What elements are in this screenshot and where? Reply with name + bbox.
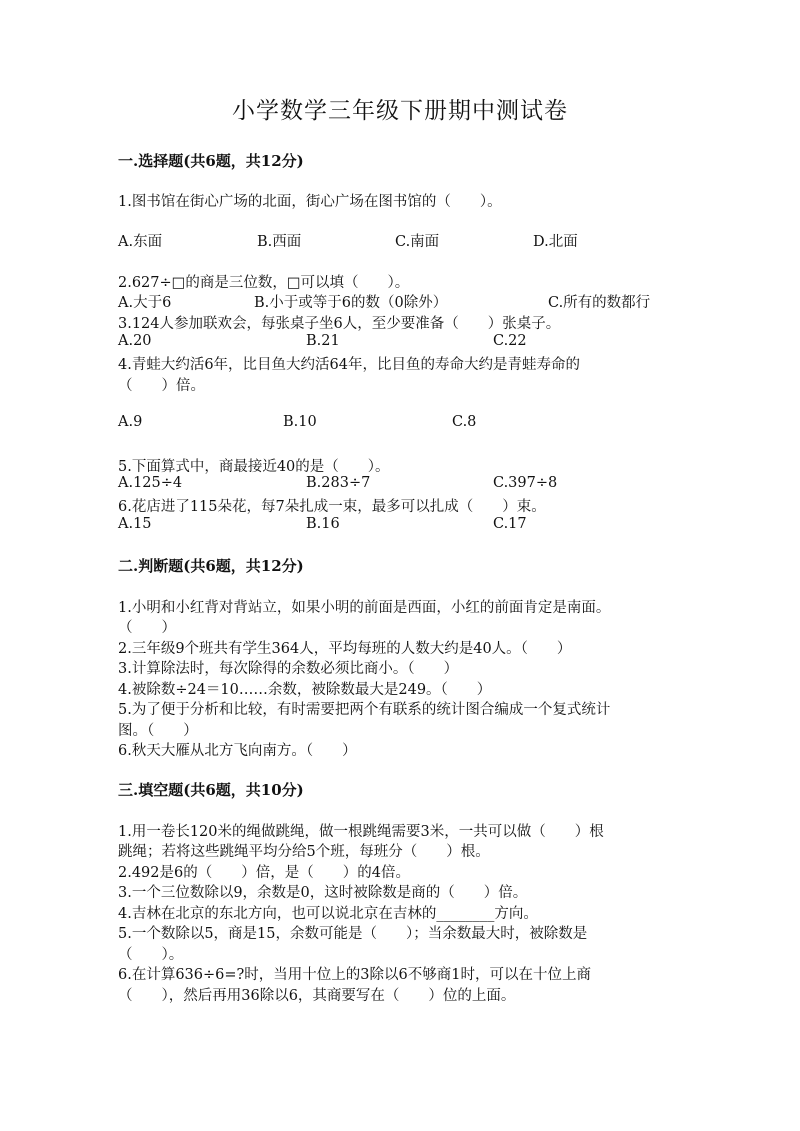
option-a: A.20 xyxy=(118,333,152,349)
section-heading-fill: 三.填空题(共6题，共10分) xyxy=(118,781,304,799)
option-a: A.大于6 xyxy=(118,295,172,311)
option-a: A.9 xyxy=(118,414,143,430)
statement-text: 3.计算除法时，每次除得的余数必须比商小。（ ） xyxy=(118,661,459,677)
statement-text: 6.秋天大雁从北方飞向南方。（ ） xyxy=(118,743,357,759)
statement-text: 1.小明和小红背对背站立，如果小明的前面是西面，小红的前面肯定是南面。 xyxy=(118,600,611,616)
option-b: B.小于或等于6的数（0除外） xyxy=(254,295,448,311)
question-text: 6.花店进了115朵花，每7朵扎成一束，最多可以扎成（ ）束。 xyxy=(118,499,546,515)
option-a: A.15 xyxy=(118,516,152,532)
question-text: 3.124人参加联欢会，每张桌子坐6人，至少要准备（ ）张桌子。 xyxy=(118,316,561,332)
statement-text: 图。（ ） xyxy=(118,723,198,739)
fill-text: 跳绳；若将这些跳绳平均分给5个班，每班分（ ）根。 xyxy=(118,844,490,860)
question-text: 2.627÷□的商是三位数，□可以填（ ）。 xyxy=(118,275,410,291)
option-b: B.16 xyxy=(306,516,340,532)
option-b: B.10 xyxy=(283,414,317,430)
fill-text: 2.492是6的（ ）倍，是（ ）的4倍。 xyxy=(118,865,410,881)
fill-text: （ ）。 xyxy=(118,947,184,963)
statement-text: 2.三年级9个班共有学生364人，平均每班的人数大约是40人。（ ） xyxy=(118,641,572,657)
option-a: A.125÷4 xyxy=(118,475,183,491)
section-heading-judge: 二.判断题(共6题，共12分) xyxy=(118,557,304,575)
question-text: 4.青蛙大约活6年，比目鱼大约活64年，比目鱼的寿命大约是青蛙寿命的 xyxy=(118,357,581,373)
option-c: C.所有的数都行 xyxy=(548,295,651,311)
question-text: 1.图书馆在街心广场的北面，街心广场在图书馆的（ ）。 xyxy=(118,194,502,210)
page-title: 小学数学三年级下册期中测试卷 xyxy=(232,98,568,124)
option-c: C.17 xyxy=(493,516,527,532)
option-b: B.西面 xyxy=(257,234,302,250)
fill-text: （ ），然后再用36除以6，其商要写在（ ）位的上面。 xyxy=(118,988,516,1004)
statement-text: 4.被除数÷24＝10……余数，被除数最大是249。（ ） xyxy=(118,682,492,698)
statement-text: （ ） xyxy=(118,620,176,636)
option-b: B.283÷7 xyxy=(306,475,371,491)
fill-text: 4.吉林在北京的东北方向，也可以说北京在吉林的________方向。 xyxy=(118,906,538,922)
option-c: C.8 xyxy=(452,414,477,430)
section-heading-choice: 一.选择题(共6题，共12分) xyxy=(118,152,304,170)
option-a: A.东面 xyxy=(118,234,163,250)
option-c: C.南面 xyxy=(395,234,440,250)
option-d: D.北面 xyxy=(533,234,578,250)
fill-text: 5.一个数除以5，商是15，余数可能是（ ）；当余数最大时，被除数是 xyxy=(118,926,588,942)
option-b: B.21 xyxy=(306,333,340,349)
question-text: 5.下面算式中，商最接近40的是（ ）。 xyxy=(118,459,390,475)
fill-text: 3.一个三位数除以9，余数是0，这时被除数是商的（ ）倍。 xyxy=(118,885,528,901)
question-text: （ ）倍。 xyxy=(118,378,205,394)
fill-text: 6.在计算636÷6=?时，当用十位上的3除以6不够商1时，可以在十位上商 xyxy=(118,967,591,983)
option-c: C.397÷8 xyxy=(493,475,558,491)
option-c: C.22 xyxy=(493,333,527,349)
fill-text: 1.用一卷长120米的绳做跳绳，做一根跳绳需要3米，一共可以做（ ）根 xyxy=(118,824,604,840)
statement-text: 5.为了便于分析和比较，有时需要把两个有联系的统计图合编成一个复式统计 xyxy=(118,702,611,718)
